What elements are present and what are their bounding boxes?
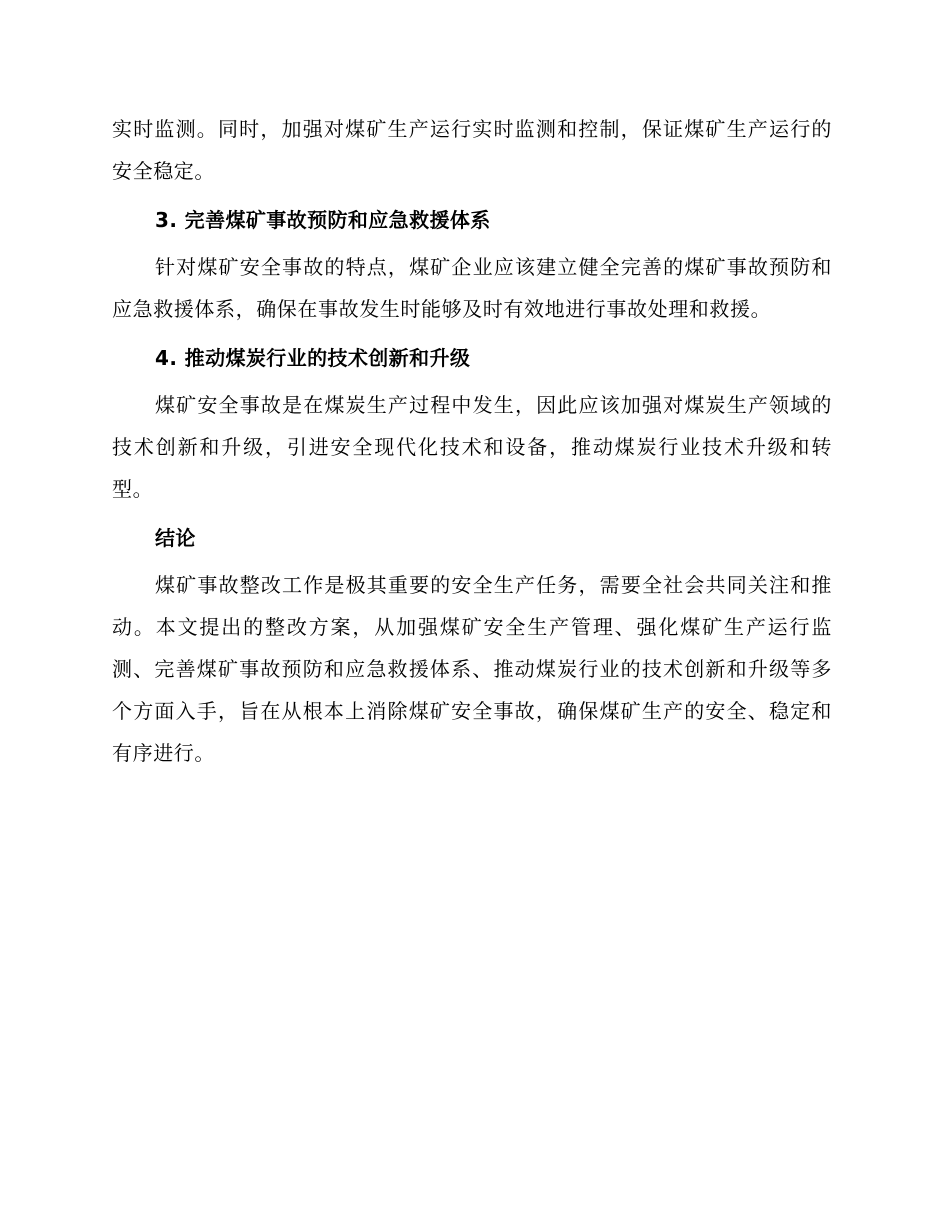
section-3-heading: 3. 完善煤矿事故预防和应急救援体系 bbox=[155, 208, 491, 232]
section-4-heading: 4. 推动煤炭行业的技术创新和升级 bbox=[155, 346, 471, 370]
section-3-paragraph: 针对煤矿安全事故的特点，煤矿企业应该建立健全完善的煤矿事故预防和应急救援体系，确保在事故发生时能够及时有效地进行事故处理和救援。 bbox=[112, 255, 832, 321]
document-page bbox=[112, 108, 832, 774]
section-4-paragraph: 煤矿安全事故是在煤炭生产过程中发生，因此应该加强对煤炭生产领域的技术创新和升级，引进安全现代化技术和设备，推动煤炭行业技术升级和转型。 bbox=[112, 393, 832, 501]
conclusion-paragraph: 煤矿事故整改工作是极其重要的安全生产任务，需要全社会共同关注和推动。本文提出的整改方案，从加强煤矿安全生产管理、强化煤矿生产运行监测、完善煤矿事故预防和应急救援体系、推动煤炭行业的技术创新和升级等多个方面入手，旨在从根本上消除煤矿安全事故，确保煤矿生产的安全、稳定和有序进行。 bbox=[112, 573, 832, 765]
conclusion-heading: 结论 bbox=[155, 526, 196, 550]
intro-paragraph: 实时监测。同时，加强对煤矿生产运行实时监测和控制，保证煤矿生产运行的安全稳定。 bbox=[112, 117, 832, 183]
